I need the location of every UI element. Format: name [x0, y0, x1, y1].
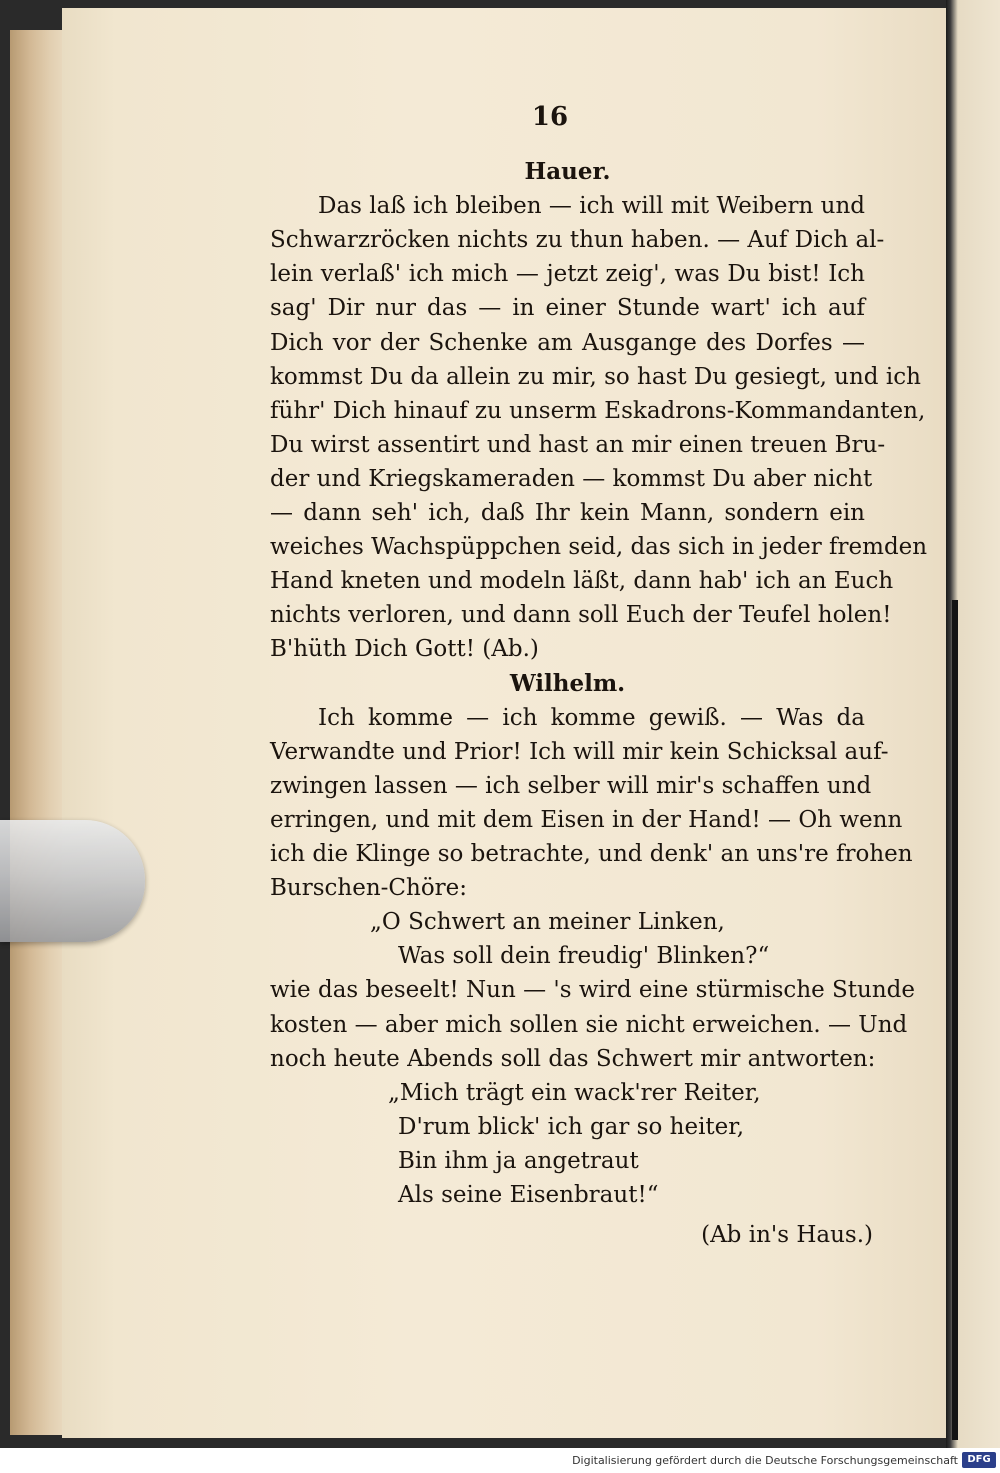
text-line: B'hüth Dich Gott! (Ab.)	[270, 636, 539, 663]
text-line: Was soll dein freudig' Blinken?“	[398, 943, 770, 970]
text-line: „O Schwert an meiner Linken,	[370, 909, 725, 936]
text-line: Hand kneten und modeln läßt, dann hab' ich an Euch	[270, 568, 894, 595]
text-line: wie das beseelt! Nun — 's wird eine stürmische Stunde	[270, 977, 916, 1004]
text-line: Dich vor der Schenke am Ausgange des Dorfes —	[270, 329, 865, 356]
text-line: Burschen-Chöre:	[270, 875, 468, 902]
text-line: nichts verloren, und dann soll Euch der Teufel holen!	[270, 602, 892, 629]
text-line: ich die Klinge so betrachte, und denk' an uns're frohen	[270, 841, 913, 867]
text-line: Bin ihm ja angetraut	[398, 1147, 639, 1174]
text-line: Ich komme — ich komme gewiß. — Was da	[318, 704, 865, 731]
text-line: der und Kriegskameraden — kommst Du aber nicht	[270, 465, 873, 492]
text-line: kosten — aber mich sollen sie nicht erweichen. — Und	[270, 1011, 908, 1038]
page-stack-edge	[10, 30, 68, 1435]
text-line: weiches Wachspüppchen seid, das sich in jeder fremden	[270, 534, 928, 561]
text-line: Du wirst assentirt und hast an mir einen treuen Bru-	[270, 431, 886, 458]
text-line: lein verlaß' ich mich — jetzt zeig', was Du bist! Ich	[270, 261, 865, 288]
text-line: — dann seh' ich, daß Ihr kein Mann, sondern ein	[270, 500, 865, 526]
speaker-name: Hauer.	[524, 158, 611, 185]
text-line: Als seine Eisenbraut!“	[398, 1182, 659, 1208]
text-line: sag' Dir nur das — in einer Stunde wart' ich auf	[270, 295, 865, 322]
stage-direction: (Ab in's Haus.)	[701, 1222, 873, 1249]
page-number: 16	[531, 102, 569, 132]
page-gutter-shadow	[952, 600, 958, 1440]
footer-credit: Digitalisierung gefördert durch die Deutsche Forschungsgemeinschaft	[572, 1454, 958, 1467]
dfg-logo: DFG	[962, 1452, 996, 1468]
speaker-name: Wilhelm.	[509, 669, 626, 697]
text-line: Das laß ich bleiben — ich will mit Weibern und	[318, 193, 865, 220]
text-line: D'rum blick' ich gar so heiter,	[398, 1113, 745, 1140]
text-line: Verwandte und Prior! Ich will mir kein Schicksal auf-	[270, 738, 889, 765]
text-line: noch heute Abends soll das Schwert mir antworten:	[270, 1045, 876, 1072]
text-line: führ' Dich hinauf zu unserm Eskadrons-Kommandanten,	[270, 397, 926, 424]
text-line: erringen, und mit dem Eisen in der Hand! — Oh wenn	[270, 806, 903, 833]
text-line: „Mich trägt ein wack'rer Reiter,	[388, 1079, 761, 1106]
text-line: zwingen lassen — ich selber will mir's schaffen und	[270, 772, 872, 799]
text-line: kommst Du da allein zu mir, so hast Du gesiegt, und ich	[270, 363, 921, 390]
page-clip	[0, 820, 145, 942]
text-line: Schwarzröcken nichts zu thun haben. — Auf Dich al-	[270, 227, 885, 254]
